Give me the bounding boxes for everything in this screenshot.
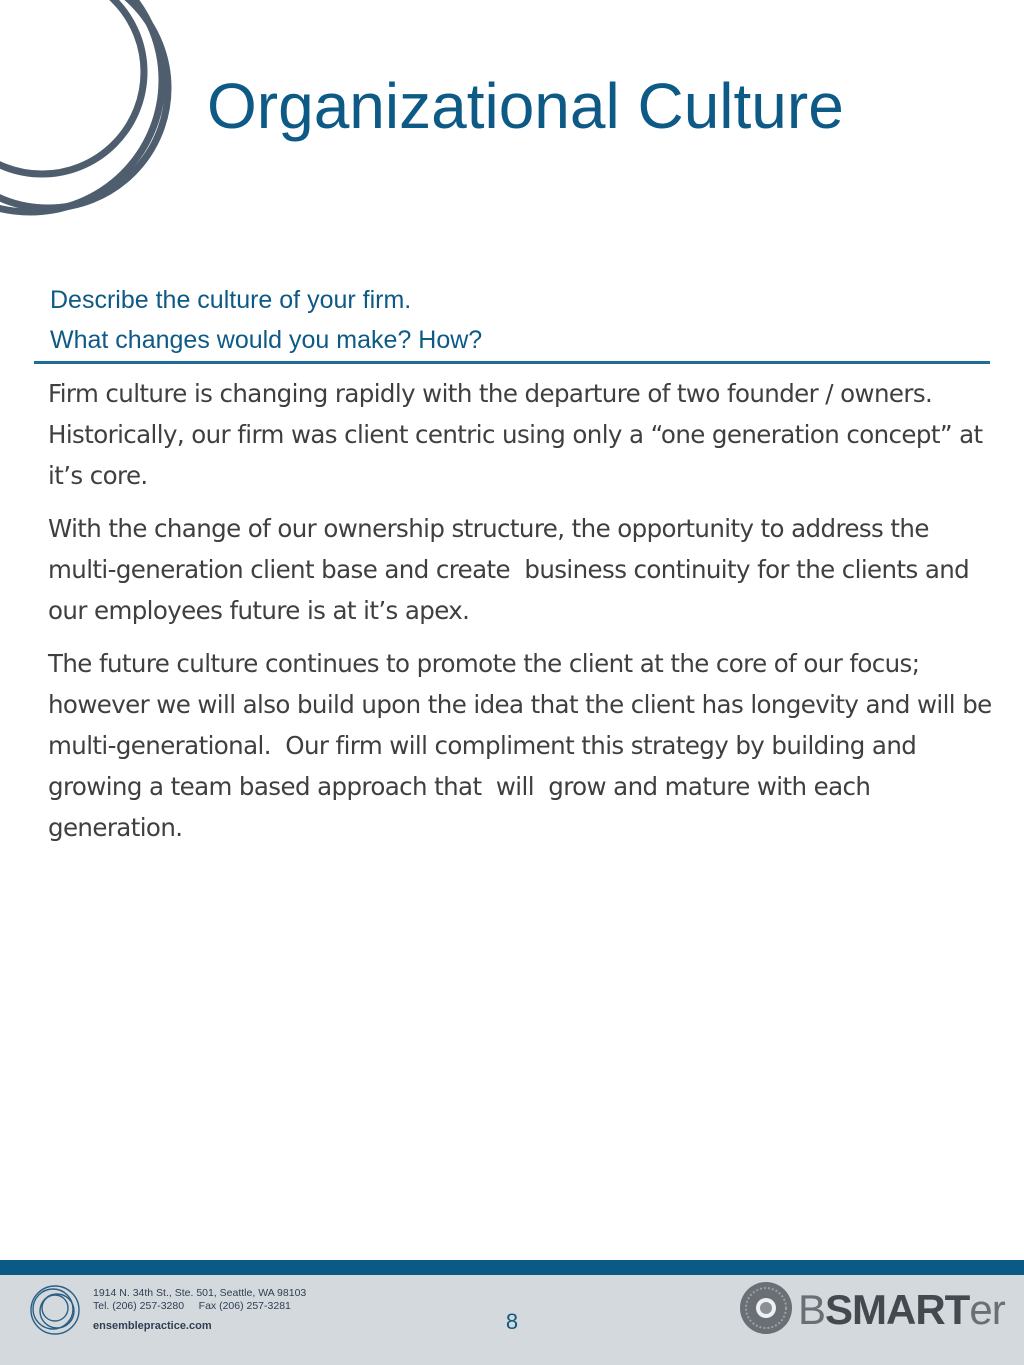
phone-number: Tel. (206) 257-3280 (93, 1300, 185, 1312)
address-line: 1914 N. 34th St., Ste. 501, Seattle, WA 98103 (93, 1287, 307, 1299)
page-number: 8 (505, 1309, 519, 1334)
corner-rings-decoration-icon (0, 0, 190, 225)
brand-er: er (969, 1286, 1005, 1333)
fax-number: Fax (206) 257-3281 (198, 1300, 291, 1312)
footer (0, 1275, 1024, 1365)
answer-paragraph-1: Firm culture is changing rapidly with the departure of two founder / owners. Historically, our firm was client centric using only a “one generation concept” at it’s core. (48, 379, 990, 490)
bsmarter-wordmark (798, 1285, 1005, 1335)
question-culture: Describe the culture of your firm. (50, 286, 412, 314)
contact-separator (184, 1300, 199, 1312)
footer-address (93, 1287, 306, 1313)
prompt-questions (50, 280, 482, 360)
footer-website: ensemblepractice.com (93, 1320, 212, 1332)
footer-accent-band (0, 1260, 1024, 1275)
ensemble-rings-logo-icon (28, 1283, 82, 1337)
brand-b: B (798, 1286, 826, 1333)
slide-title: Organizational Culture (207, 70, 844, 142)
header-divider (34, 361, 990, 364)
question-changes: What changes would you make? How? (50, 326, 483, 354)
brand-smart: SMART (825, 1286, 970, 1333)
answer-paragraph-3: The future culture continues to promote the client at the core of our focus; however we will also build upon the idea that the client has longevity and will be multi-generational. Our firm will compliment this strategy by building and growing a team based approach that will grow and mature with each generation. (48, 649, 999, 842)
bsmarter-circle-logo-icon (738, 1280, 794, 1336)
answer-body (48, 373, 999, 860)
contact-line (93, 1300, 306, 1313)
answer-paragraph-2: With the change of our ownership structure, the opportunity to address the multi-generation client base and create business continuity for the clients and our employees future is at it’s apex. (48, 514, 977, 625)
